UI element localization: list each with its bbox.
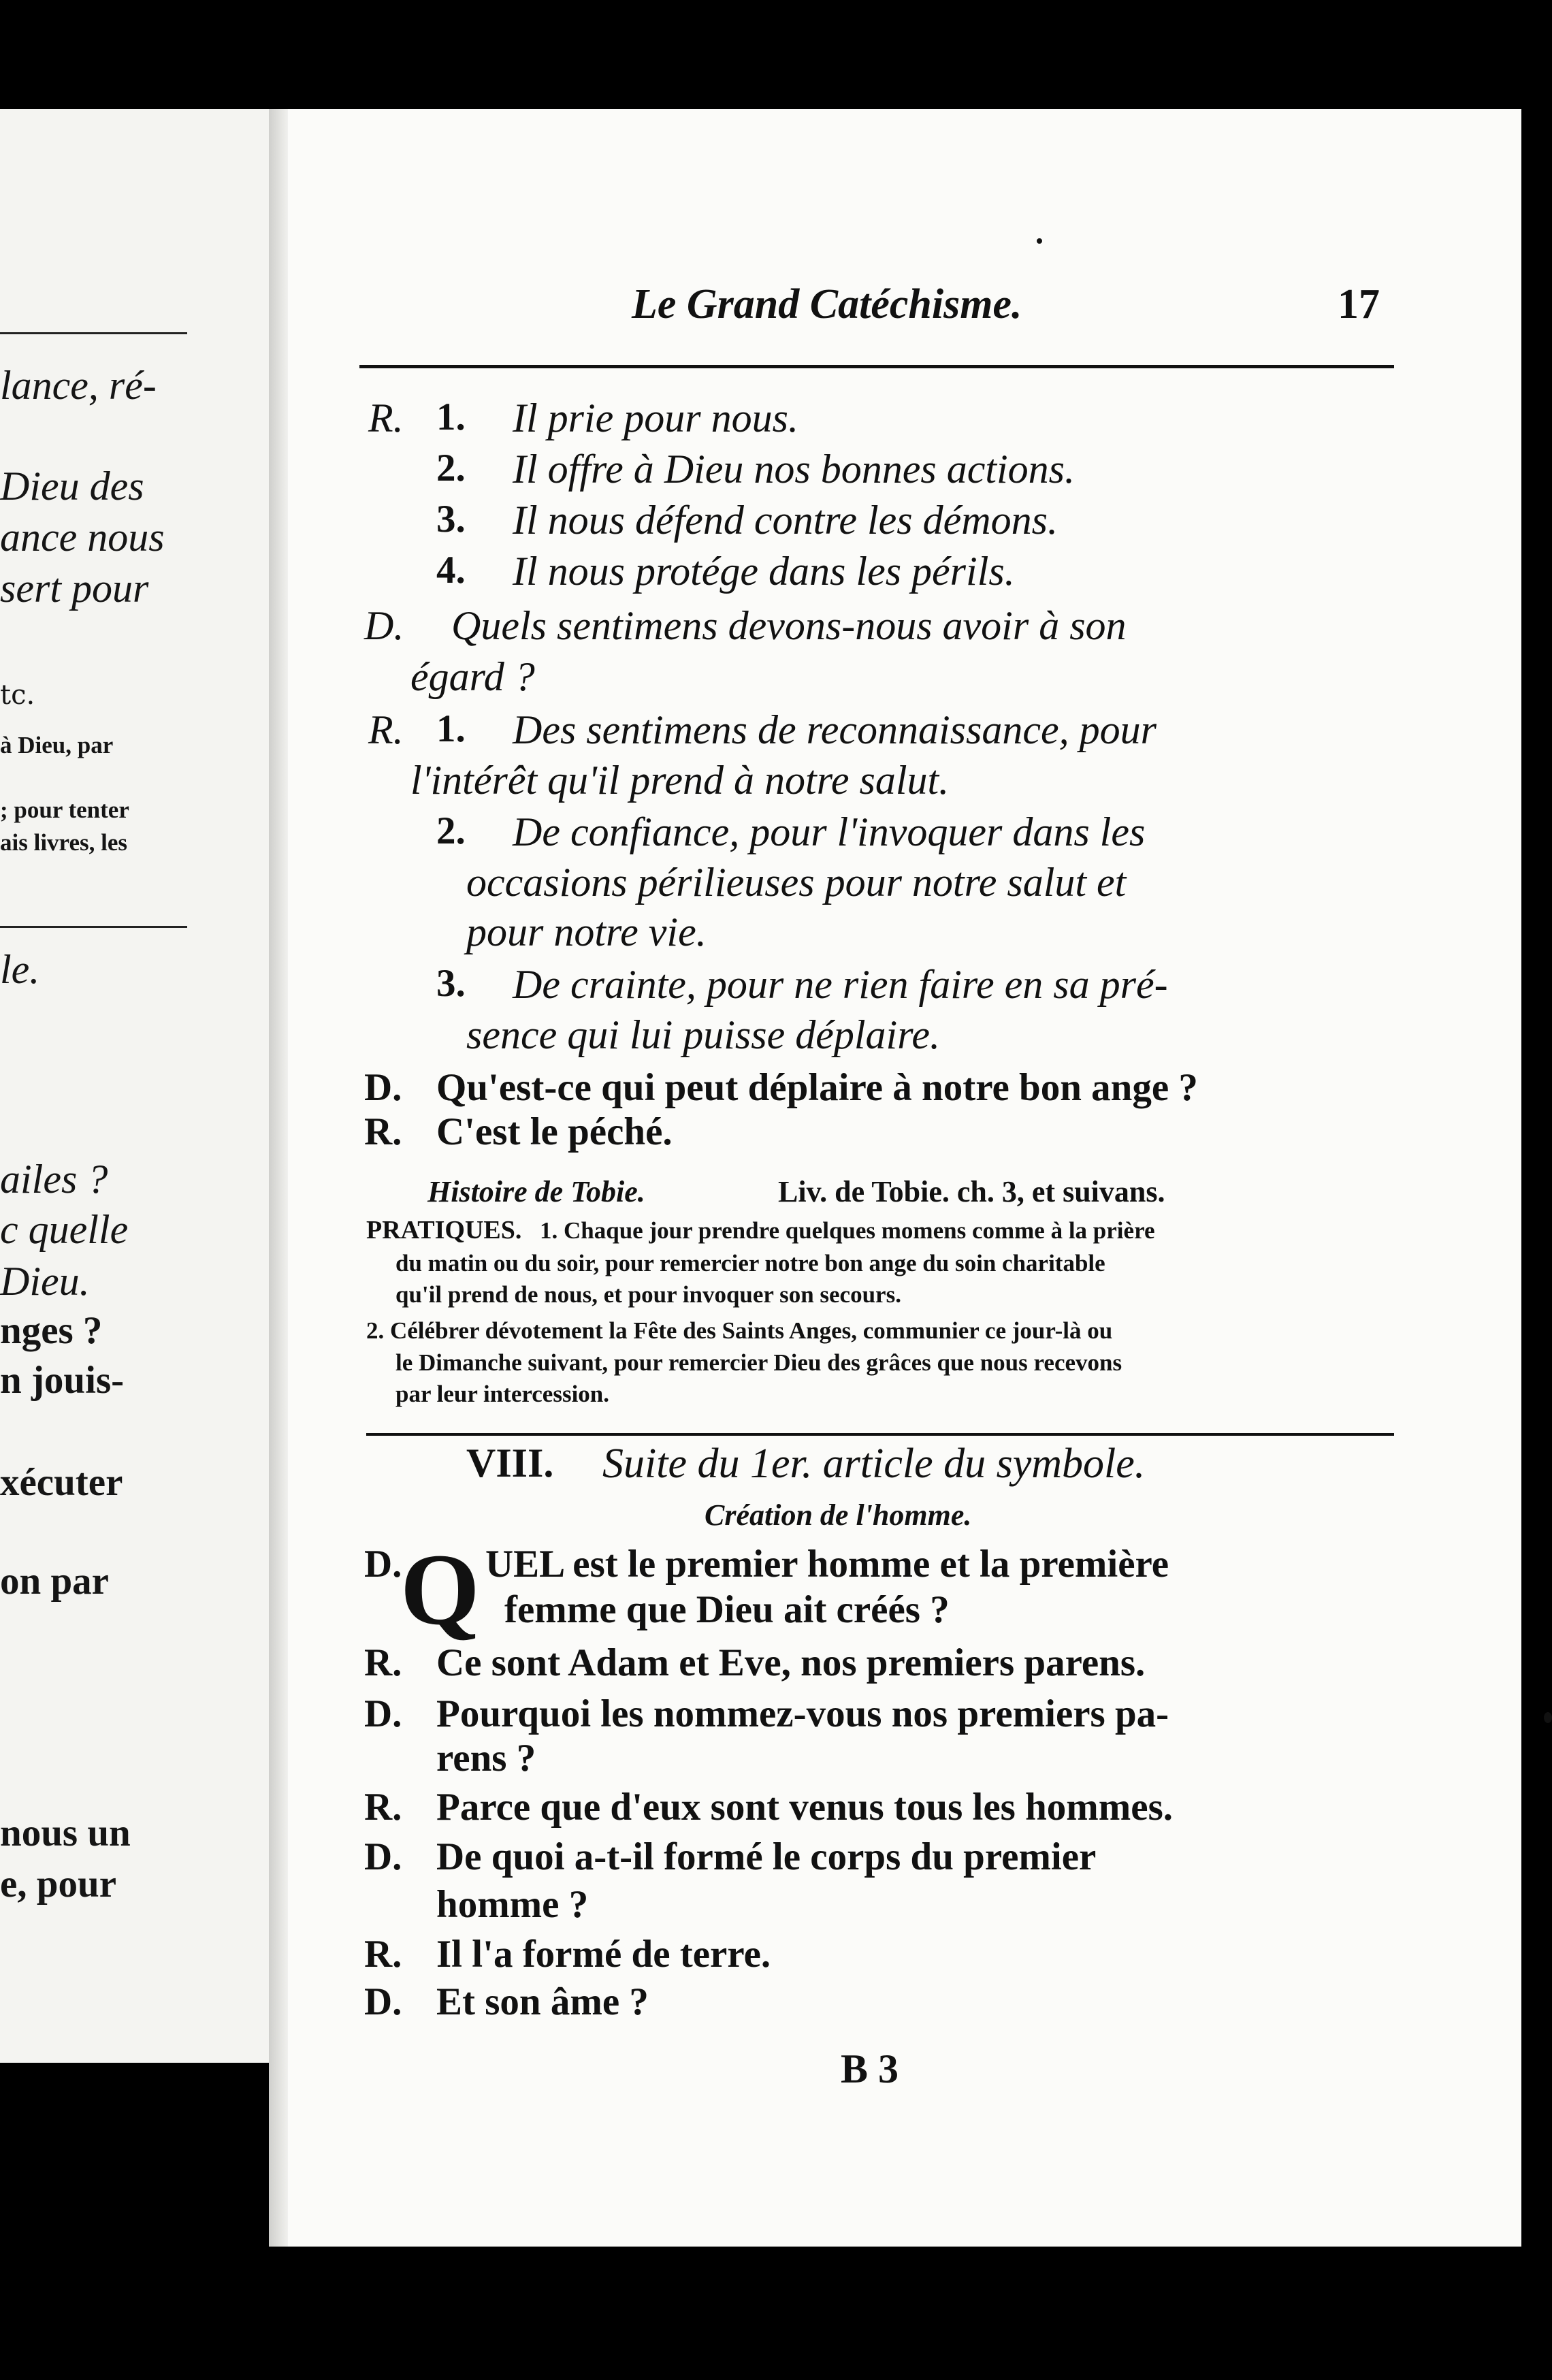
question-line: égard ? [410,654,535,699]
answer-label: R. [368,396,404,440]
facing-fragment: nous un [0,1812,131,1854]
facing-fragment: Dieu. [0,1259,90,1304]
facing-fragment: à Dieu, par [0,732,114,758]
answer-line: occasions périlieuses pour notre salut et [466,860,1127,905]
facing-fragment: ailes ? [0,1157,108,1202]
answer-line: Il l'a formé de terre. [436,1933,771,1976]
facing-page-rule [0,926,187,928]
facing-fragment: sert pour [0,566,149,611]
item-number: 3. [436,962,466,1005]
question-line: Et son âme ? [436,1980,649,2023]
facing-fragment: Dieu des [0,464,144,509]
question-line: Quels sentimens devons-nous avoir à son [451,603,1127,648]
question-line: femme que Dieu ait créés ? [504,1588,950,1631]
question-label: D. [364,1543,402,1586]
item-number: 4. [436,549,466,592]
page [288,109,1521,2247]
answer-label: R. [364,1933,402,1976]
facing-fragment: xécuter [0,1461,123,1504]
answer-line: Il nous défend contre les démons. [513,498,1058,543]
facing-fragment: e, pour [0,1863,116,1905]
item-number: 1. [436,707,466,750]
facing-fragment: tc. [0,679,35,711]
speck [1544,1712,1552,1723]
question-line: rens ? [436,1737,536,1780]
question-line: Pourquoi les nommez-vous nos premiers pa- [436,1692,1169,1735]
facing-fragment: le. [0,947,40,992]
answer-label: R. [364,1641,402,1684]
question-line: De quoi a-t-il formé le corps du premier [436,1835,1097,1878]
facing-fragment: ; pour tenter [0,797,129,823]
section-subtitle: Création de l'homme. [705,1498,972,1532]
facing-fragment: c quelle [0,1207,129,1252]
item-number: 2. [436,447,466,489]
answer-line: sence qui lui puisse déplaire. [466,1012,940,1057]
item-number: 2. [436,809,466,852]
question-label: D. [364,1980,402,2023]
facing-fragment: ance nous [0,515,165,560]
header-rule [359,365,1394,368]
question-label: D. [364,1066,402,1109]
question-line: homme ? [436,1883,589,1926]
question-line: UEL est le premier homme et la première [485,1543,1169,1586]
histoire-title: Histoire de Tobie. [427,1175,645,1208]
running-header-title: Le Grand Catéchisme. [632,281,1022,327]
answer-line: De crainte, pour ne rien faire en sa pré- [513,962,1168,1007]
answer-line: Parce que d'eux sont venus tous les hommes. [436,1786,1173,1829]
question-label: D. [364,1692,402,1735]
page-number: 17 [1338,281,1380,327]
drop-cap: Q [400,1533,480,1646]
answer-line: De confiance, pour l'invoquer dans les [513,809,1146,854]
section-rule [366,1433,1394,1436]
section-title: Suite du 1er. article du symbole. [602,1441,1146,1487]
answer-line: l'intérêt qu'il prend à notre salut. [410,758,950,803]
speck [1037,238,1042,244]
section-number: VIII. [466,1441,554,1485]
pratiques-heading: PRATIQUES. [366,1216,522,1244]
answer-line: Il prie pour nous. [513,396,798,440]
facing-fragment: on par [0,1560,109,1603]
question-label: D. [364,1835,402,1878]
answer-line: C'est le péché. [436,1110,673,1153]
pratiques-line: le Dimanche suivant, pour remercier Dieu des grâces que nous recevons [395,1349,1122,1376]
facing-fragment: ais livres, les [0,829,127,856]
answer-line: Ce sont Adam et Eve, nos premiers parens. [436,1641,1146,1684]
answer-line: Il nous protége dans les périls. [513,549,1015,594]
book-gutter [269,109,288,2247]
pratiques-line: qu'il prend de nous, et pour invoquer son secours. [395,1281,901,1308]
answer-label: R. [368,707,404,752]
answer-line: Des sentimens de reconnaissance, pour [513,707,1157,752]
answer-line: pour notre vie. [466,910,707,954]
pratiques-line: 2. Célébrer dévotement la Fête des Saints Anges, communier ce jour-là ou [366,1317,1113,1344]
item-number: 3. [436,498,466,541]
facing-fragment: nges ? [0,1309,103,1352]
facing-page [0,109,271,2063]
question-line: Qu'est-ce qui peut déplaire à notre bon ange ? [436,1066,1198,1109]
question-label: D. [364,603,404,648]
signature-mark: B 3 [841,2046,899,2091]
answer-label: R. [364,1786,402,1829]
item-number: 1. [436,396,466,438]
answer-line: Il offre à Dieu nos bonnes actions. [513,447,1076,492]
pratiques-line: 1. Chaque jour prendre quelques momens comme à la prière [540,1217,1155,1244]
histoire-reference: Liv. de Tobie. ch. 3, et suivans. [778,1175,1165,1208]
facing-fragment: n jouis- [0,1359,125,1402]
facing-fragment: lance, ré- [0,363,157,408]
pratiques-line: du matin ou du soir, pour remercier notre bon ange du soin charitable [395,1250,1105,1276]
pratiques-line: par leur intercession. [395,1381,610,1407]
answer-label: R. [364,1110,402,1153]
facing-page-rule [0,332,187,334]
